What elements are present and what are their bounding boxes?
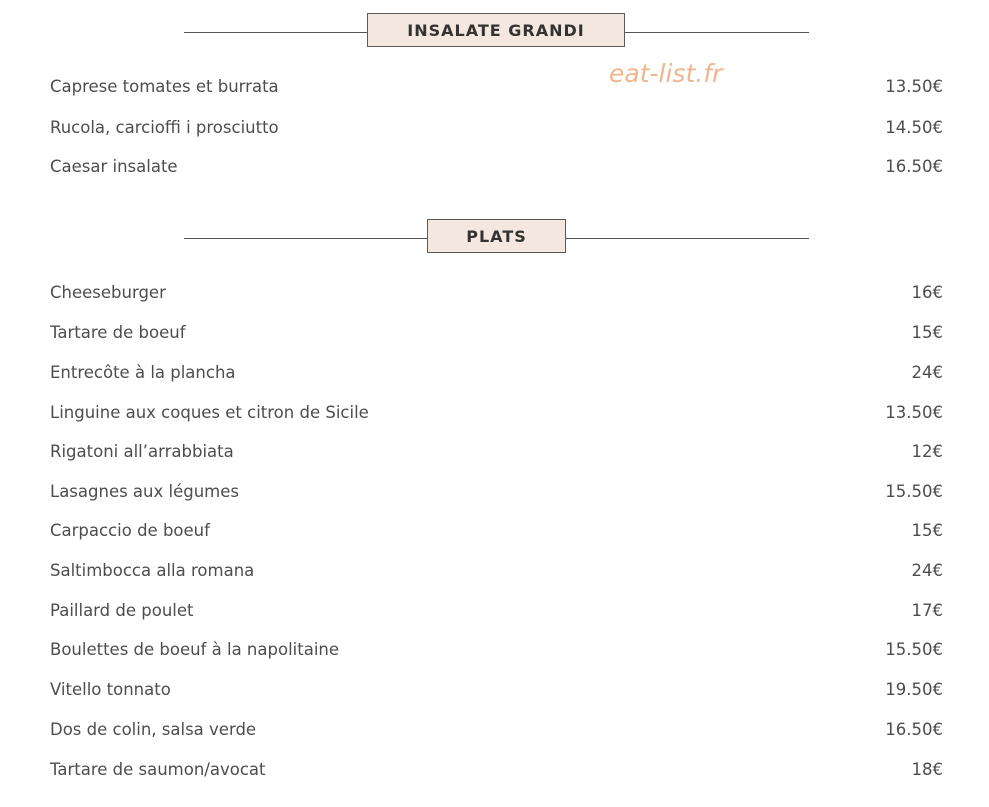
menu-item-name: Rigatoni all’arrabbiata	[50, 441, 234, 461]
menu-item-price: 24€	[911, 362, 943, 382]
menu-item	[50, 400, 943, 424]
menu-item-name: Boulettes de boeuf à la napolitaine	[50, 639, 340, 659]
section-plats	[0, 219, 989, 257]
menu-item	[50, 677, 943, 701]
menu-item-price: 15.50€	[885, 481, 943, 501]
menu-item-name: Tartare de boeuf	[50, 322, 186, 342]
menu-item	[50, 320, 943, 344]
menu-item-name: Linguine aux coques et citron de Sicile	[50, 402, 369, 422]
menu-item	[50, 717, 943, 741]
menu-item	[50, 558, 943, 582]
menu-item-price: 16€	[911, 282, 943, 302]
section-title: PLATS	[427, 219, 566, 253]
menu-item-price: 18€	[911, 759, 943, 779]
menu-item	[50, 360, 943, 384]
menu-item-price: 13.50€	[885, 76, 943, 96]
menu-item	[50, 115, 943, 139]
menu-item-name: Entrecôte à la plancha	[50, 362, 236, 382]
menu-item-name: Lasagnes aux légumes	[50, 481, 240, 501]
menu-item-price: 15.50€	[885, 639, 943, 659]
menu-item	[50, 439, 943, 463]
menu-item-name: Cheeseburger	[50, 282, 166, 302]
menu-item	[50, 74, 943, 98]
menu-item	[50, 598, 943, 622]
menu-item-name: Paillard de poulet	[50, 600, 194, 620]
menu-item-price: 24€	[911, 560, 943, 580]
menu-item-name: Caprese tomates et burrata	[50, 76, 279, 96]
menu-item-name: Rucola, carcioffi i prosciutto	[50, 117, 279, 137]
menu-item-price: 13.50€	[885, 402, 943, 422]
menu-item-name: Caesar insalate	[50, 156, 178, 176]
menu-item-price: 14.50€	[885, 117, 943, 137]
menu-item-name: Dos de colin, salsa verde	[50, 719, 257, 739]
menu-item-price: 19.50€	[885, 679, 943, 699]
menu-item-name: Vitello tonnato	[50, 679, 171, 699]
menu-item-price: 12€	[911, 441, 943, 461]
menu-item	[50, 637, 943, 661]
menu-item-price: 16.50€	[885, 156, 943, 176]
menu-item-price: 16.50€	[885, 719, 943, 739]
menu-item-name: Tartare de saumon/avocat	[50, 759, 266, 779]
section-header	[0, 219, 989, 257]
section-insalate-grandi	[0, 13, 989, 51]
watermark-text: eat-list.fr	[609, 59, 723, 88]
menu-item	[50, 479, 943, 503]
menu-item-price: 17€	[911, 600, 943, 620]
menu-item-name: Carpaccio de boeuf	[50, 520, 210, 540]
menu-item	[50, 518, 943, 542]
menu-item	[50, 154, 943, 178]
menu-item	[50, 757, 943, 781]
section-header	[0, 13, 989, 51]
menu-item-price: 15€	[911, 520, 943, 540]
menu-item-price: 15€	[911, 322, 943, 342]
menu-item	[50, 280, 943, 304]
menu-item-name: Saltimbocca alla romana	[50, 560, 255, 580]
section-title: INSALATE GRANDI	[367, 13, 625, 47]
